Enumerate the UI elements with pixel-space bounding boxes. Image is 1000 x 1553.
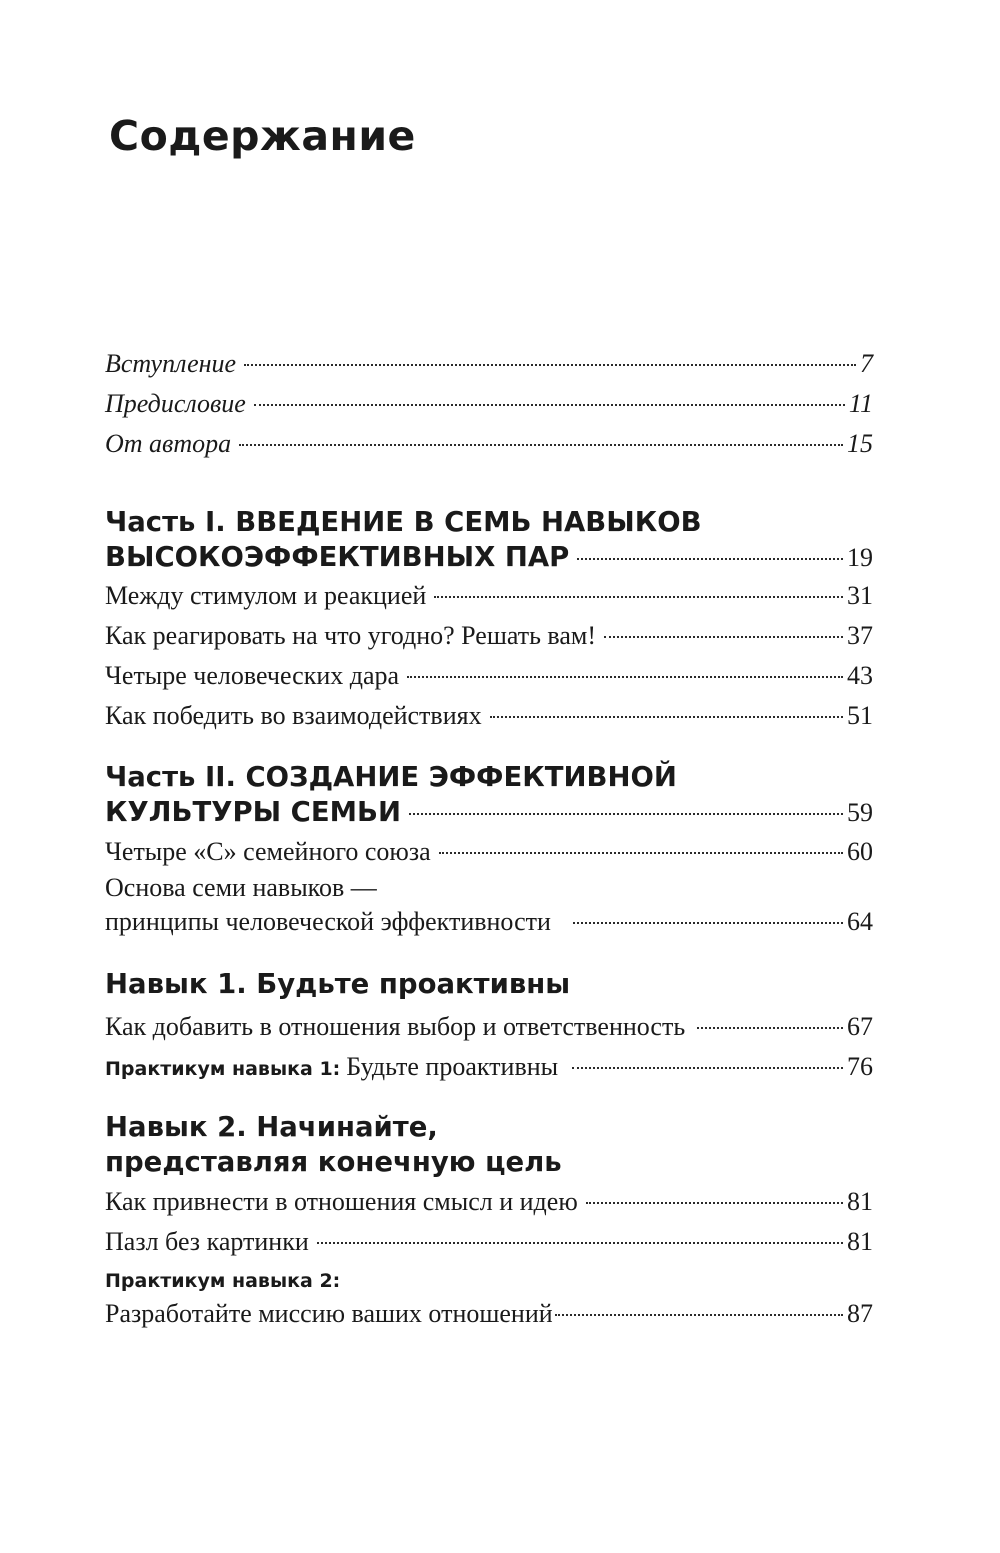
toc-page-number: 37 bbox=[847, 621, 873, 650]
toc-entry-intro[interactable] bbox=[105, 346, 873, 382]
toc-entry-text: принципы человеческой эффективности bbox=[105, 907, 551, 936]
part2-heading-line2: КУЛЬТУРЫ СЕМЬИ bbox=[105, 796, 401, 828]
toc-entry-text: Как победить во взаимодействиях bbox=[105, 701, 482, 730]
toc-page-number: 19 bbox=[847, 543, 873, 572]
dot-leader bbox=[244, 363, 856, 366]
dot-leader bbox=[409, 812, 843, 815]
part2-heading-line1: Часть II. СОЗДАНИЕ ЭФФЕКТИВНОЙ bbox=[105, 761, 677, 793]
habit2-heading-line1: Навык 2. Начинайте, bbox=[105, 1111, 438, 1143]
toc-page-number: 76 bbox=[847, 1052, 873, 1081]
dot-leader bbox=[490, 715, 843, 718]
toc-page-number: 11 bbox=[848, 389, 873, 418]
toc-entry-text: Как реагировать на что угодно? Решать вам! bbox=[105, 621, 597, 650]
dot-leader bbox=[573, 921, 843, 924]
toc-page-number: 7 bbox=[860, 349, 873, 378]
dot-leader bbox=[586, 1201, 843, 1204]
toc-entry[interactable] bbox=[105, 618, 873, 654]
toc-entry-text: Пазл без картинки bbox=[105, 1227, 309, 1256]
dot-leader bbox=[604, 635, 843, 638]
practicum-text: Разработайте миссию ваших отношений bbox=[105, 1299, 553, 1328]
practicum-entry[interactable] bbox=[105, 1296, 873, 1332]
dot-leader bbox=[254, 403, 845, 406]
toc-entry[interactable] bbox=[105, 578, 873, 614]
habit2-heading-line2: представляя конечную цель bbox=[105, 1146, 562, 1178]
toc-entry-text: От автора bbox=[105, 429, 232, 458]
toc-page-number: 87 bbox=[847, 1299, 873, 1328]
practicum-label: Практикум навыка 2: bbox=[105, 1270, 341, 1292]
toc-entry-text: Предисловие bbox=[105, 389, 246, 418]
toc-entry[interactable] bbox=[105, 698, 873, 734]
habit1-heading: Навык 1. Будьте проактивны bbox=[105, 968, 571, 1000]
part2-heading[interactable] bbox=[105, 794, 873, 831]
toc-page-number: 51 bbox=[847, 701, 873, 730]
toc-page-number: 60 bbox=[847, 837, 873, 866]
toc-page-number: 31 bbox=[847, 581, 873, 610]
practicum-text: Будьте проактивны bbox=[346, 1052, 559, 1081]
toc-entry[interactable] bbox=[105, 1009, 873, 1045]
dot-leader bbox=[572, 1066, 843, 1069]
dot-leader bbox=[439, 851, 843, 854]
dot-leader bbox=[239, 443, 843, 446]
toc-entry-text: Четыре «С» семейного союза bbox=[105, 837, 431, 866]
dot-leader bbox=[317, 1241, 843, 1244]
toc-entry-text: Как добавить в отношения выбор и ответственность bbox=[105, 1012, 686, 1041]
page-title: Содержание bbox=[109, 112, 416, 160]
part1-heading-line1: Часть I. ВВЕДЕНИЕ В СЕМЬ НАВЫКОВ bbox=[105, 506, 702, 538]
part1-heading[interactable] bbox=[105, 539, 873, 576]
toc-entry[interactable] bbox=[105, 1184, 873, 1220]
toc-page-number: 81 bbox=[847, 1227, 873, 1256]
dot-leader bbox=[434, 595, 843, 598]
toc-entry-text-line1: Основа семи навыков — bbox=[105, 873, 377, 902]
toc-entry-author[interactable] bbox=[105, 426, 873, 462]
toc-entry-text: Четыре человеческих дара bbox=[105, 661, 400, 690]
toc-entry-text: Вступление bbox=[105, 349, 237, 378]
practicum-label: Практикум навыка 1: bbox=[105, 1058, 341, 1080]
toc-entry-text: Как привнести в отношения смысл и идею bbox=[105, 1187, 578, 1216]
dot-leader bbox=[555, 1313, 843, 1316]
toc-entry-text: Между стимулом и реакцией bbox=[105, 581, 427, 610]
dot-leader bbox=[407, 675, 843, 678]
toc-page-number: 15 bbox=[847, 429, 873, 458]
dot-leader bbox=[697, 1026, 843, 1029]
toc-entry-preface[interactable] bbox=[105, 386, 873, 422]
toc-page-number: 81 bbox=[847, 1187, 873, 1216]
practicum-entry-content bbox=[105, 1049, 558, 1087]
toc-entry[interactable] bbox=[105, 1224, 873, 1260]
toc-page-number: 43 bbox=[847, 661, 873, 690]
toc-page-number: 67 bbox=[847, 1012, 873, 1041]
toc-page-number: 64 bbox=[847, 907, 873, 936]
toc-entry[interactable] bbox=[105, 904, 873, 940]
practicum-entry[interactable] bbox=[105, 1049, 873, 1087]
toc-entry[interactable] bbox=[105, 658, 873, 694]
toc-entry[interactable] bbox=[105, 834, 873, 870]
toc-page-number: 59 bbox=[847, 798, 873, 827]
part1-heading-line2: ВЫСОКОЭФФЕКТИВНЫХ ПАР bbox=[105, 541, 570, 573]
dot-leader bbox=[577, 557, 843, 560]
